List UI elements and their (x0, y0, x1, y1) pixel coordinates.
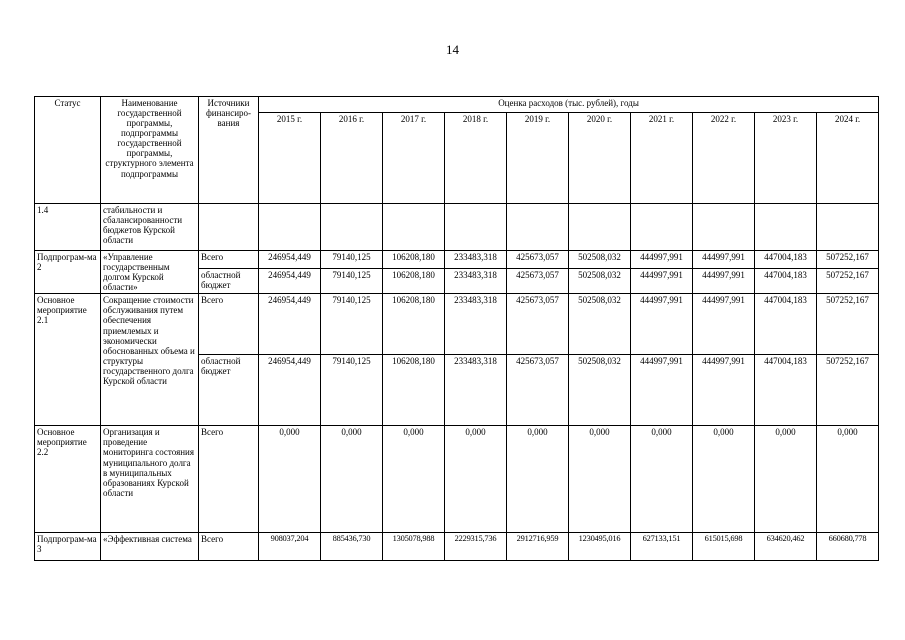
value-cell: 246954,449 (259, 355, 321, 426)
value-cell: 627133,151 (631, 533, 693, 561)
header-year: 2016 г. (321, 113, 383, 204)
table-row (35, 533, 879, 561)
source-cell: Всего (199, 426, 259, 533)
source-cell: Всего (199, 533, 259, 561)
table-row (35, 251, 879, 269)
value-cell: 444997,991 (693, 294, 755, 355)
value-cell: 0,000 (383, 426, 445, 533)
value-cell: 502508,032 (569, 355, 631, 426)
value-cell (569, 204, 631, 251)
value-cell: 502508,032 (569, 294, 631, 355)
header-year: 2023 г. (755, 113, 817, 204)
value-cell: 106208,180 (383, 251, 445, 269)
value-cell: 246954,449 (259, 269, 321, 294)
status-cell: Подпрограм-ма 2 (35, 251, 101, 294)
value-cell: 233483,318 (445, 294, 507, 355)
value-cell (445, 204, 507, 251)
status-cell: Подпрограм-ма 3 (35, 533, 101, 561)
value-cell: 447004,183 (755, 269, 817, 294)
header-year: 2018 г. (445, 113, 507, 204)
value-cell: 425673,057 (507, 355, 569, 426)
expenditure-table (34, 96, 879, 561)
name-cell: «Управление государственным долгом Курской области» (101, 251, 199, 294)
source-cell: областной бюджет (199, 355, 259, 426)
value-cell: 0,000 (507, 426, 569, 533)
header-row-1 (35, 97, 879, 113)
header-year: 2020 г. (569, 113, 631, 204)
value-cell: 0,000 (755, 426, 817, 533)
value-cell: 1305078,988 (383, 533, 445, 561)
value-cell: 447004,183 (755, 251, 817, 269)
value-cell (259, 204, 321, 251)
value-cell: 425673,057 (507, 294, 569, 355)
value-cell (631, 204, 693, 251)
table-row (35, 294, 879, 355)
value-cell: 660680,778 (817, 533, 879, 561)
name-cell: стабильности и сбалансированности бюджетов Курской области (101, 204, 199, 251)
header-source: Источники финансиро-вания (199, 97, 259, 204)
value-cell: 444997,991 (693, 355, 755, 426)
value-cell: 79140,125 (321, 251, 383, 269)
value-cell (693, 204, 755, 251)
value-cell: 0,000 (693, 426, 755, 533)
value-cell: 444997,991 (631, 251, 693, 269)
value-cell: 507252,167 (817, 269, 879, 294)
value-cell: 106208,180 (383, 355, 445, 426)
value-cell: 425673,057 (507, 269, 569, 294)
status-cell: 1.4 (35, 204, 101, 251)
value-cell: 502508,032 (569, 269, 631, 294)
header-year: 2017 г. (383, 113, 445, 204)
header-year: 2015 г. (259, 113, 321, 204)
value-cell: 79140,125 (321, 269, 383, 294)
value-cell: 444997,991 (693, 251, 755, 269)
header-name: Наименование государственной программы, подпрограммы государственной программы, структурного элемента подпрограммы (101, 97, 199, 204)
status-cell: Основное мероприятие 2.2 (35, 426, 101, 533)
value-cell: 0,000 (259, 426, 321, 533)
value-cell: 0,000 (321, 426, 383, 533)
source-cell: Всего (199, 251, 259, 269)
value-cell (383, 204, 445, 251)
value-cell: 106208,180 (383, 269, 445, 294)
value-cell: 908037,204 (259, 533, 321, 561)
value-cell: 2912716,959 (507, 533, 569, 561)
table-row (35, 426, 879, 533)
name-cell: Организация и проведение мониторинга состояния муниципального долга в муниципальных образованиях Курской области (101, 426, 199, 533)
value-cell: 1230495,016 (569, 533, 631, 561)
value-cell: 246954,449 (259, 294, 321, 355)
value-cell: 507252,167 (817, 251, 879, 269)
source-cell: Всего (199, 294, 259, 355)
header-year: 2022 г. (693, 113, 755, 204)
value-cell: 444997,991 (693, 269, 755, 294)
value-cell: 444997,991 (631, 355, 693, 426)
value-cell (321, 204, 383, 251)
source-cell: областной бюджет (199, 269, 259, 294)
value-cell: 0,000 (445, 426, 507, 533)
value-cell: 885436,730 (321, 533, 383, 561)
value-cell: 79140,125 (321, 355, 383, 426)
header-status: Статус (35, 97, 101, 204)
table-row (35, 204, 879, 251)
value-cell: 507252,167 (817, 294, 879, 355)
value-cell (817, 204, 879, 251)
value-cell: 0,000 (631, 426, 693, 533)
value-cell: 233483,318 (445, 269, 507, 294)
value-cell: 447004,183 (755, 355, 817, 426)
value-cell: 444997,991 (631, 294, 693, 355)
value-cell: 634620,462 (755, 533, 817, 561)
value-cell: 447004,183 (755, 294, 817, 355)
header-year: 2021 г. (631, 113, 693, 204)
value-cell: 246954,449 (259, 251, 321, 269)
value-cell: 0,000 (569, 426, 631, 533)
header-estimate: Оценка расходов (тыс. рублей), годы (259, 97, 879, 113)
page-number: 14 (446, 42, 459, 57)
header-year: 2024 г. (817, 113, 879, 204)
value-cell: 233483,318 (445, 355, 507, 426)
value-cell: 79140,125 (321, 294, 383, 355)
value-cell: 615015,698 (693, 533, 755, 561)
source-cell (199, 204, 259, 251)
value-cell (507, 204, 569, 251)
value-cell: 507252,167 (817, 355, 879, 426)
value-cell: 502508,032 (569, 251, 631, 269)
name-cell: «Эффективная система (101, 533, 199, 561)
header-year: 2019 г. (507, 113, 569, 204)
value-cell: 444997,991 (631, 269, 693, 294)
value-cell: 233483,318 (445, 251, 507, 269)
name-cell: Сокращение стоимости обслуживания путем обеспечения приемлемых и экономически обоснованных объема и структуры государственного долга Курской области (101, 294, 199, 426)
value-cell: 2229315,736 (445, 533, 507, 561)
status-cell: Основное мероприятие 2.1 (35, 294, 101, 426)
value-cell (755, 204, 817, 251)
value-cell: 106208,180 (383, 294, 445, 355)
value-cell: 425673,057 (507, 251, 569, 269)
value-cell: 0,000 (817, 426, 879, 533)
